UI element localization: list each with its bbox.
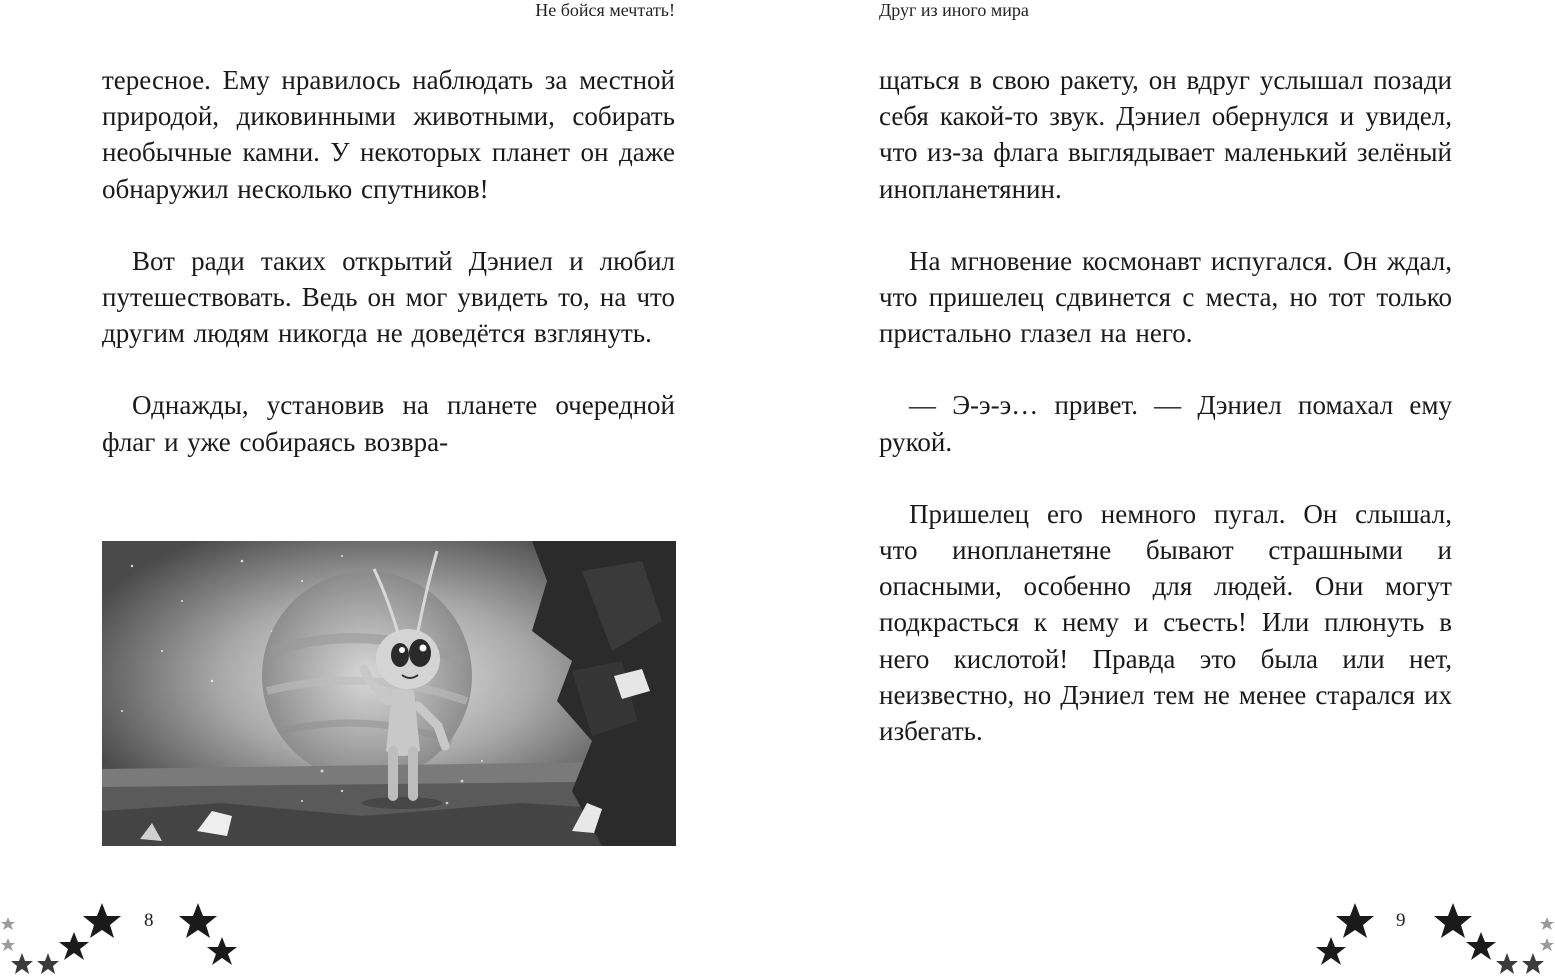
right-text-block [879,62,1452,785]
star-decoration-left [0,895,250,976]
running-head-right: Друг из иного мира [879,0,1029,20]
star-icon [1,917,15,951]
star-icon [1540,917,1554,951]
page-number-left: 8 [144,910,154,931]
star-icon [1316,903,1496,965]
right-paragraph-1: щаться в свою ракету, он вдруг услышал позади себя какой-то звук. Дэниел обернулся и увидел, что из-за флага выглядывает маленький зелёный инопланетянин. [879,65,1452,204]
right-page [777,0,1555,976]
star-icon [1496,953,1544,974]
left-paragraph-2: Вот ради таких открытий Дэниел и любил путешествовать. Ведь он мог увидеть то, на что другим людям никогда не доведётся взглянуть. [102,245,675,349]
left-paragraph-3: Однажды, установив на планете очередной флаг и уже собираясь возвра- [102,390,675,457]
left-text-block [102,62,675,496]
right-paragraph-4: Пришелец его немного пугал. Он слышал, что инопланетяне бывают страшными и опасными, особенно для людей. Они могут подкрасться к нему и съесть! Или плюнуть в него кислотой! Правда это была или нет, неизвестно, но Дэниел тем не менее старался их избегать. [879,498,1452,747]
right-paragraph-2: На мгновение космонавт испугался. Он ждал, что пришелец сдвинется с места, но тот только пристально глазел на него. [879,245,1452,349]
star-decoration-right [1305,895,1555,976]
alien-on-planet-illustration [102,541,676,846]
page-number-right: 9 [1396,910,1406,931]
star-icon [11,953,59,974]
left-page [0,0,777,976]
left-paragraph-1: тересное. Ему нравилось наблюдать за местной природой, диковинными животными, собирать необычные камни. У некоторых планет он даже обнаружил несколько спутников! [102,65,675,204]
running-head-left: Не бойся мечтать! [535,0,675,20]
star-icon [59,903,237,965]
right-paragraph-3: — Э-э-э… привет. — Дэниел помахал ему рукой. [879,390,1452,457]
